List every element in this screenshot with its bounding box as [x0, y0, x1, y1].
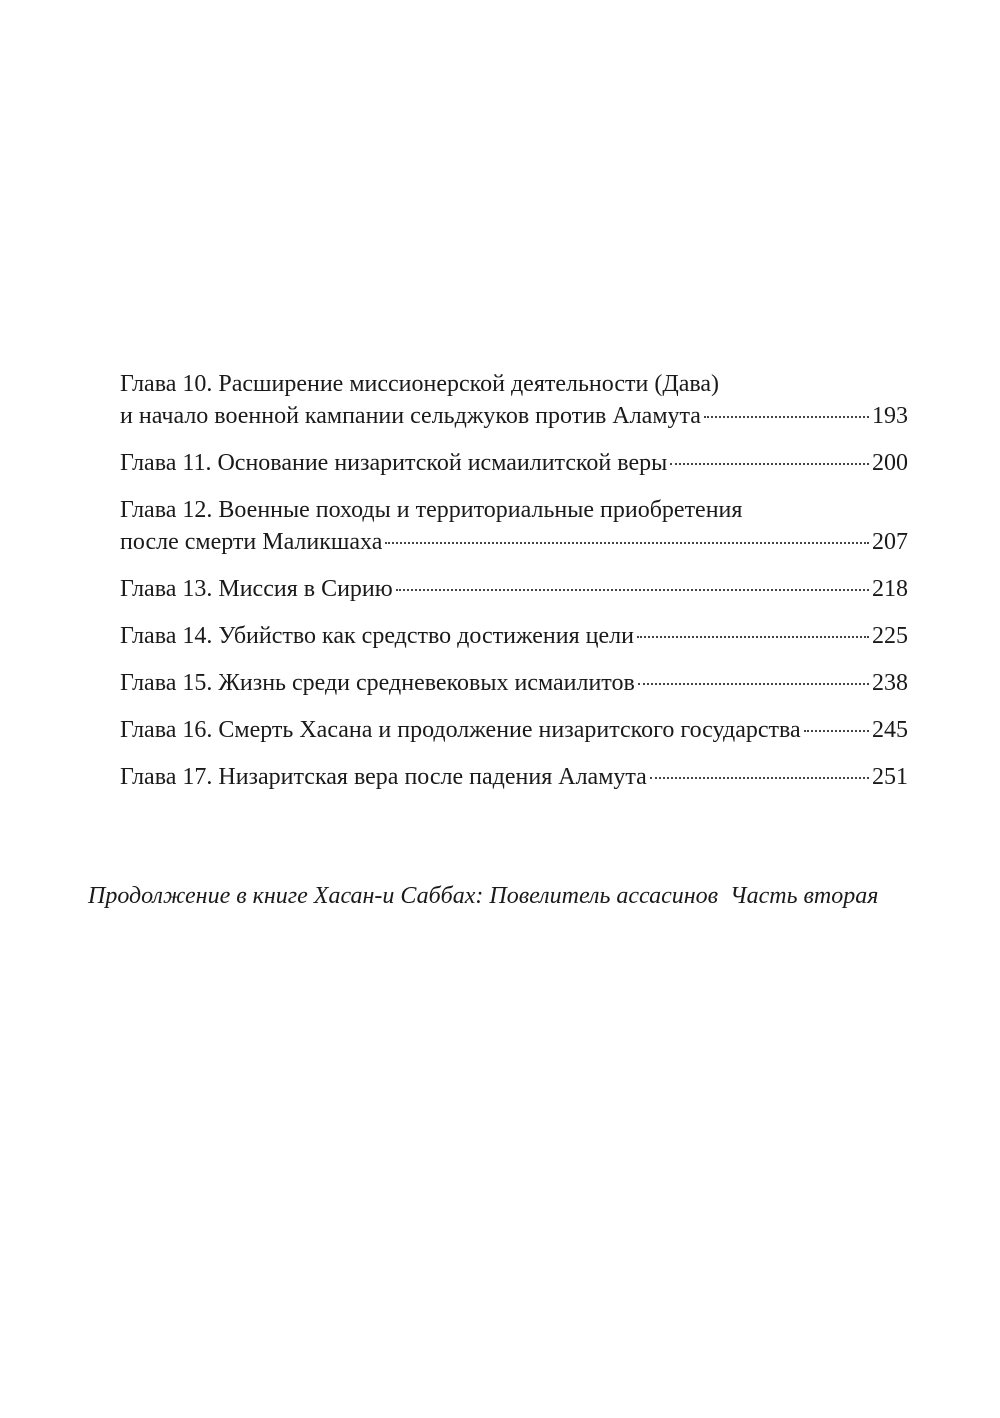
toc-entry-title: Глава 17. Низаритская вера после падения Аламута [120, 764, 647, 790]
toc-entry-first-line: Глава 12. Военные походы и территориальные приобретения [120, 497, 743, 523]
toc-entry-chapter-11[interactable] [120, 447, 908, 479]
dot-leader [804, 728, 869, 732]
dot-leader [637, 634, 869, 638]
toc-entry-title: и начало военной кампании сельджуков против Аламута [120, 403, 701, 429]
toc-entry-chapter-15[interactable] [120, 667, 908, 699]
dot-leader [670, 461, 869, 465]
toc-page-number: 238 [872, 670, 908, 696]
dot-leader [396, 587, 869, 591]
toc-page-number: 225 [872, 623, 908, 649]
dot-leader [704, 414, 869, 418]
toc-entry-title: Глава 11. Основание низаритской исмаилитской веры [120, 450, 668, 476]
toc-entry-chapter-12[interactable] [120, 494, 908, 558]
toc-page-number: 251 [872, 764, 908, 790]
toc-page-number: 245 [872, 717, 908, 743]
toc-entry-first-line: Глава 10. Расширение миссионерской деятельности (Дава) [120, 371, 720, 397]
toc-entry-title: после смерти Маликшаха [120, 529, 383, 555]
dot-leader [638, 681, 869, 685]
dot-leader [650, 775, 869, 779]
toc-entry-title: Глава 15. Жизнь среди средневековых исмаилитов [120, 670, 635, 696]
dot-leader [385, 540, 869, 544]
toc-entry-title: Глава 14. Убийство как средство достижения цели [120, 623, 634, 649]
toc-entry-title: Глава 13. Миссия в Сирию [120, 576, 393, 602]
toc-entry-title: Глава 16. Смерть Хасана и продолжение низаритского государства [120, 717, 801, 743]
table-of-contents [120, 368, 908, 808]
toc-page-number: 193 [872, 403, 908, 429]
toc-page-number: 207 [872, 529, 908, 555]
toc-page-number: 218 [872, 576, 908, 602]
toc-entry-chapter-16[interactable] [120, 714, 908, 746]
continuation-note: Продолжение в книге Хасан-и Саббах: Повелитель ассасинов Часть вторая [88, 883, 879, 909]
toc-entry-chapter-14[interactable] [120, 620, 908, 652]
toc-entry-chapter-17[interactable] [120, 761, 908, 793]
toc-entry-chapter-10[interactable] [120, 368, 908, 432]
toc-page-number: 200 [872, 450, 908, 476]
toc-entry-chapter-13[interactable] [120, 573, 908, 605]
